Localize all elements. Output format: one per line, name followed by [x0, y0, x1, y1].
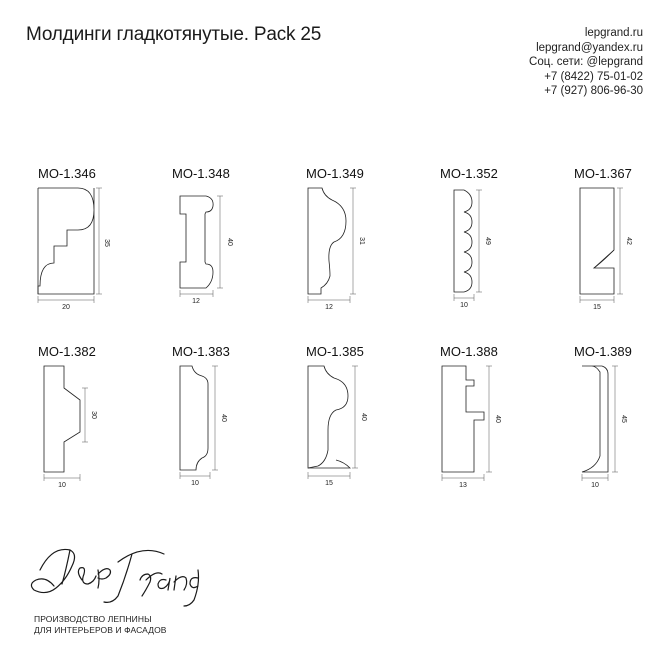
site-link[interactable]: lepgrand.ru	[584, 27, 643, 39]
molding-item	[306, 166, 436, 326]
molding-item	[440, 344, 570, 504]
profile-outline	[582, 366, 608, 472]
email-link[interactable]: lepgrand@yandex.ru	[536, 41, 643, 54]
phone-2: +7 (927) 806-96-30	[544, 85, 643, 97]
profile-outline	[180, 366, 208, 470]
width-label: 15	[593, 304, 601, 311]
profile-outline	[308, 366, 348, 468]
molding-code: МО-1.349	[306, 166, 364, 181]
molding-item	[440, 166, 570, 326]
width-label: 12	[192, 298, 200, 305]
molding-profile-drawing	[306, 344, 436, 504]
profile-outline	[44, 366, 80, 472]
molding-code: МО-1.367	[574, 166, 632, 181]
height-label: 42	[625, 237, 632, 245]
molding-profile-drawing	[574, 166, 670, 326]
width-label: 10	[191, 480, 199, 487]
profile-outline	[38, 188, 94, 294]
width-label: 15	[325, 480, 333, 487]
molding-profile-drawing	[440, 344, 570, 504]
social-text: Соц. сети: @lepgrand	[529, 56, 643, 68]
width-label: 10	[460, 302, 468, 309]
molding-item	[38, 344, 168, 504]
profile-outline	[454, 190, 472, 292]
height-label: 40	[494, 415, 501, 423]
height-label: 40	[360, 413, 367, 421]
molding-code: МО-1.383	[172, 344, 230, 359]
height-label: 31	[358, 237, 365, 245]
height-label: 45	[620, 415, 627, 423]
height-label: 40	[220, 414, 227, 422]
lepgrand-logo	[22, 540, 202, 610]
height-label: 35	[103, 239, 110, 247]
width-label: 10	[591, 482, 599, 489]
brand-tagline	[34, 614, 167, 636]
molding-item	[574, 344, 670, 504]
page-title: Молдинги гладкотянутые. Pack 25	[26, 24, 322, 45]
width-label: 20	[62, 304, 70, 311]
tagline-line-2: ДЛЯ ИНТЕРЬЕРОВ И ФАСАДОВ	[34, 625, 167, 635]
molding-item	[172, 344, 302, 504]
molding-code: МО-1.382	[38, 344, 96, 359]
molding-profile-drawing	[172, 344, 302, 504]
molding-code: МО-1.346	[38, 166, 96, 181]
height-label: 40	[226, 238, 233, 246]
height-label: 30	[90, 411, 97, 419]
molding-profile-drawing	[38, 344, 168, 504]
tagline-line-1: ПРОИЗВОДСТВО ЛЕПНИНЫ	[34, 614, 152, 624]
width-label: 13	[459, 482, 467, 489]
molding-item	[574, 166, 670, 326]
molding-item	[306, 344, 436, 504]
profile-outline	[180, 196, 213, 288]
molding-profile-drawing	[306, 166, 436, 326]
profile-outline	[442, 366, 484, 472]
width-label: 10	[58, 482, 66, 489]
molding-code: МО-1.348	[172, 166, 230, 181]
molding-profile-drawing	[172, 166, 302, 326]
molding-item	[38, 166, 168, 326]
molding-code: МО-1.389	[574, 344, 632, 359]
molding-profile-drawing	[574, 344, 670, 504]
width-label: 12	[325, 304, 333, 311]
molding-code: МО-1.385	[306, 344, 364, 359]
profile-outline	[308, 188, 346, 294]
molding-profile-drawing	[440, 166, 570, 326]
phone-1: +7 (8422) 75-01-02	[544, 70, 643, 83]
profile-outline	[580, 188, 614, 294]
molding-item	[172, 166, 302, 326]
molding-code: МО-1.388	[440, 344, 498, 359]
molding-profile-drawing	[38, 166, 168, 326]
molding-code: МО-1.352	[440, 166, 498, 181]
height-label: 49	[484, 237, 491, 245]
